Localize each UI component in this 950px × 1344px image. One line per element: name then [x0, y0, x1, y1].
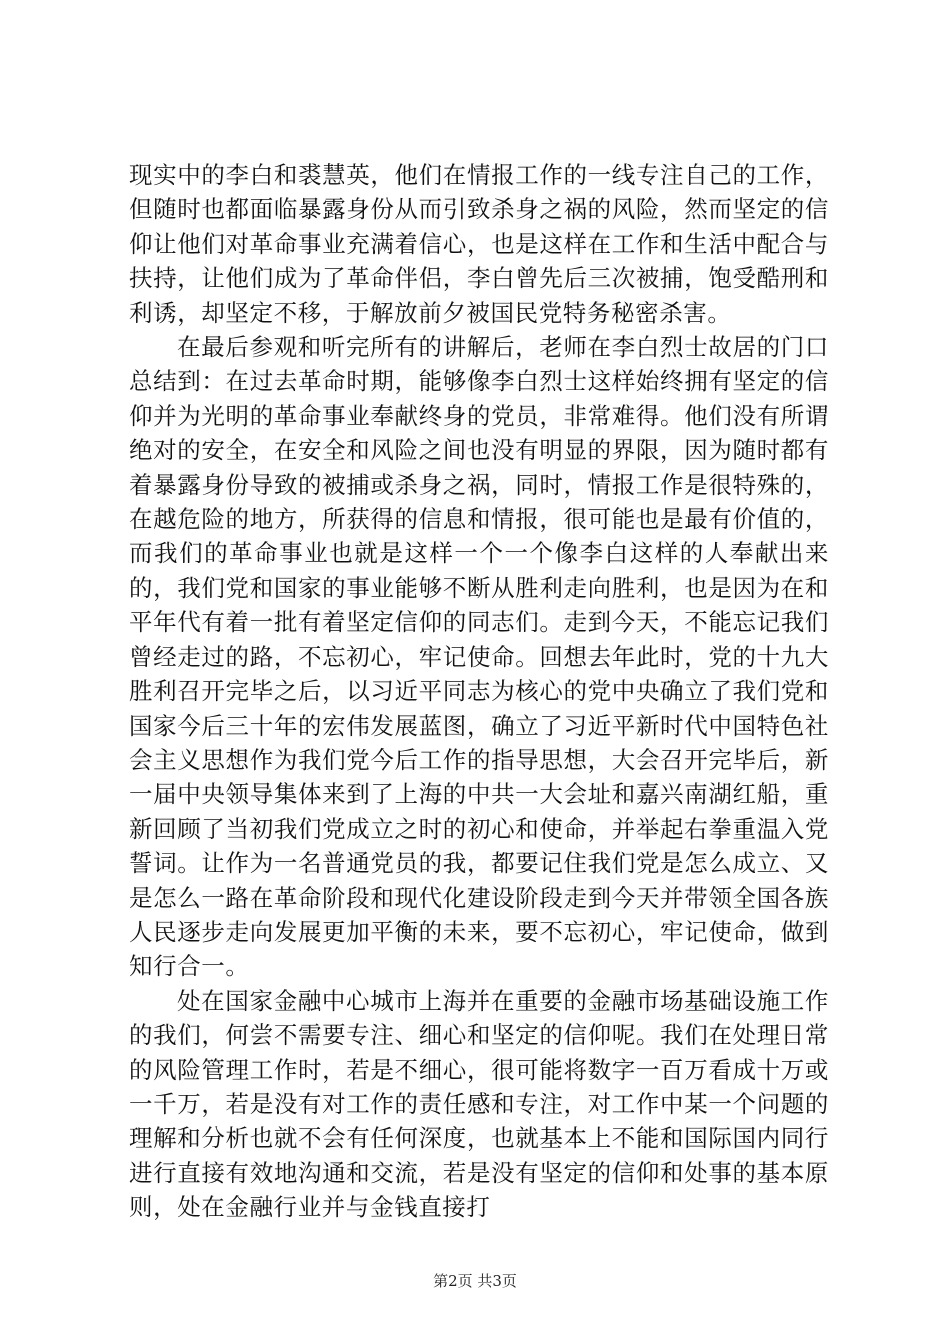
paragraph-3: 处在国家金融中心城市上海并在重要的金融市场基础设施工作的我们，何尝不需要专注、细心和坚定的信仰呢。我们在处理日常的风险管理工作时，若是不细心，很可能将数字一百万看成十万或一千万，若是没有对工作的责任感和专注，对工作中某一个问题的理解和分析也就不会有任何深度，也就基本上不能和国际国内同行进行直接有效地沟通和交流，若是没有坚定的信仰和处事的基本原则，处在金融行业并与金钱直接打	[129, 986, 829, 1222]
paragraph-1: 现实中的李白和裘慧英，他们在情报工作的一线专注自己的工作，但随时也都面临暴露身份从而引致杀身之祸的风险，然而坚定的信仰让他们对革命事业充满着信心，也是这样在工作和生活中配合与扶持，让他们成为了革命伴侣，李白曾先后三次被捕，饱受酷刑和利诱，却坚定不移，于解放前夕被国民党特务秘密杀害。	[129, 161, 829, 327]
page-number-footer: 第2页 共3页	[433, 1272, 517, 1290]
document-body	[129, 158, 829, 1225]
paragraph-2: 在最后参观和听完所有的讲解后，老师在李白烈士故居的门口总结到：在过去革命时期，能够像李白烈士这样始终拥有坚定的信仰并为光明的革命事业奉献终身的党员，非常难得。他们没有所谓绝对的安全，在安全和风险之间也没有明显的界限，因为随时都有着暴露身份导致的被捕或杀身之祸，同时，情报工作是很特殊的，在越危险的地方，所获得的信息和情报，很可能也是最有价值的，而我们的革命事业也就是这样一个一个像李白这样的人奉献出来的，我们党和国家的事业能够不断从胜利走向胜利，也是因为在和平年代有着一批有着坚定信仰的同志们。走到今天，不能忘记我们曾经走过的路，不忘初心，牢记使命。回想去年此时，党的十九大胜利召开完毕之后，以习近平同志为核心的党中央确立了我们党和国家今后三十年的宏伟发展蓝图，确立了习近平新时代中国特色社会主义思想作为我们党今后工作的指导思想，大会召开完毕后，新一届中央领导集体来到了上海的中共一大会址和嘉兴南湖红船，重新回顾了当初我们党成立之时的初心和使命，并举起右拳重温入党誓词。让作为一名普通党员的我，都要记住我们党是怎么成立、又是怎么一路在革命阶段和现代化建设阶段走到今天并带领全国各族人民逐步走向发展更加平衡的未来，要不忘初心，牢记使命，做到知行合一。	[129, 333, 829, 981]
